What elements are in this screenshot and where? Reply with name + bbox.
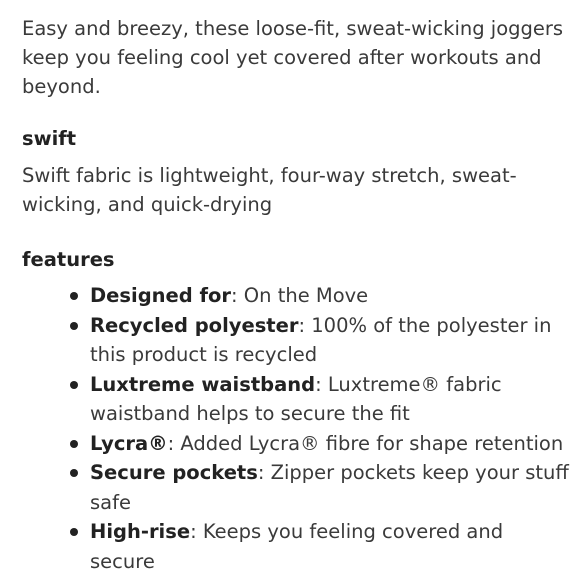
swift-description: Swift fabric is lightweight, four-way stretch, sweat-wicking, and quick-drying bbox=[22, 164, 517, 216]
feature-term: Luxtreme waistband bbox=[90, 372, 316, 396]
swift-heading: swift bbox=[22, 127, 77, 150]
feature-desc: : Keeps you feeling covered and secure bbox=[90, 520, 504, 573]
feature-item bbox=[90, 429, 570, 459]
features-list bbox=[22, 281, 570, 576]
product-description bbox=[22, 14, 570, 576]
feature-desc: : On the Move bbox=[231, 284, 369, 307]
feature-term: Secure pockets bbox=[90, 461, 258, 484]
feature-desc: : Zipper pockets keep your stuff safe bbox=[90, 461, 569, 514]
feature-item bbox=[90, 311, 570, 370]
feature-item bbox=[90, 281, 570, 311]
feature-desc: : 100% of the polyester in this product is recycled bbox=[90, 313, 552, 366]
feature-desc: : Luxtreme® fabric waistband helps to secure the fit bbox=[90, 372, 502, 425]
feature-item bbox=[90, 458, 570, 517]
bullet-icon bbox=[70, 469, 78, 477]
bullet-icon bbox=[70, 440, 78, 448]
features-heading: features bbox=[22, 248, 115, 271]
feature-term: Designed for bbox=[90, 284, 232, 307]
bullet-icon bbox=[70, 528, 78, 536]
feature-item bbox=[90, 517, 570, 576]
feature-item bbox=[90, 370, 570, 429]
bullet-icon bbox=[70, 292, 78, 300]
feature-term: High-rise bbox=[90, 520, 191, 543]
bullet-icon bbox=[70, 381, 78, 389]
feature-term: Lycra® bbox=[90, 431, 168, 455]
feature-desc: : Added Lycra® fibre for shape retention bbox=[167, 431, 564, 455]
feature-term: Recycled polyester bbox=[90, 313, 299, 337]
intro-text: Easy and breezy, these loose-fit, sweat-wicking joggers keep you feeling cool yet covered after workouts and beyond. bbox=[22, 17, 564, 98]
bullet-icon bbox=[70, 322, 78, 330]
